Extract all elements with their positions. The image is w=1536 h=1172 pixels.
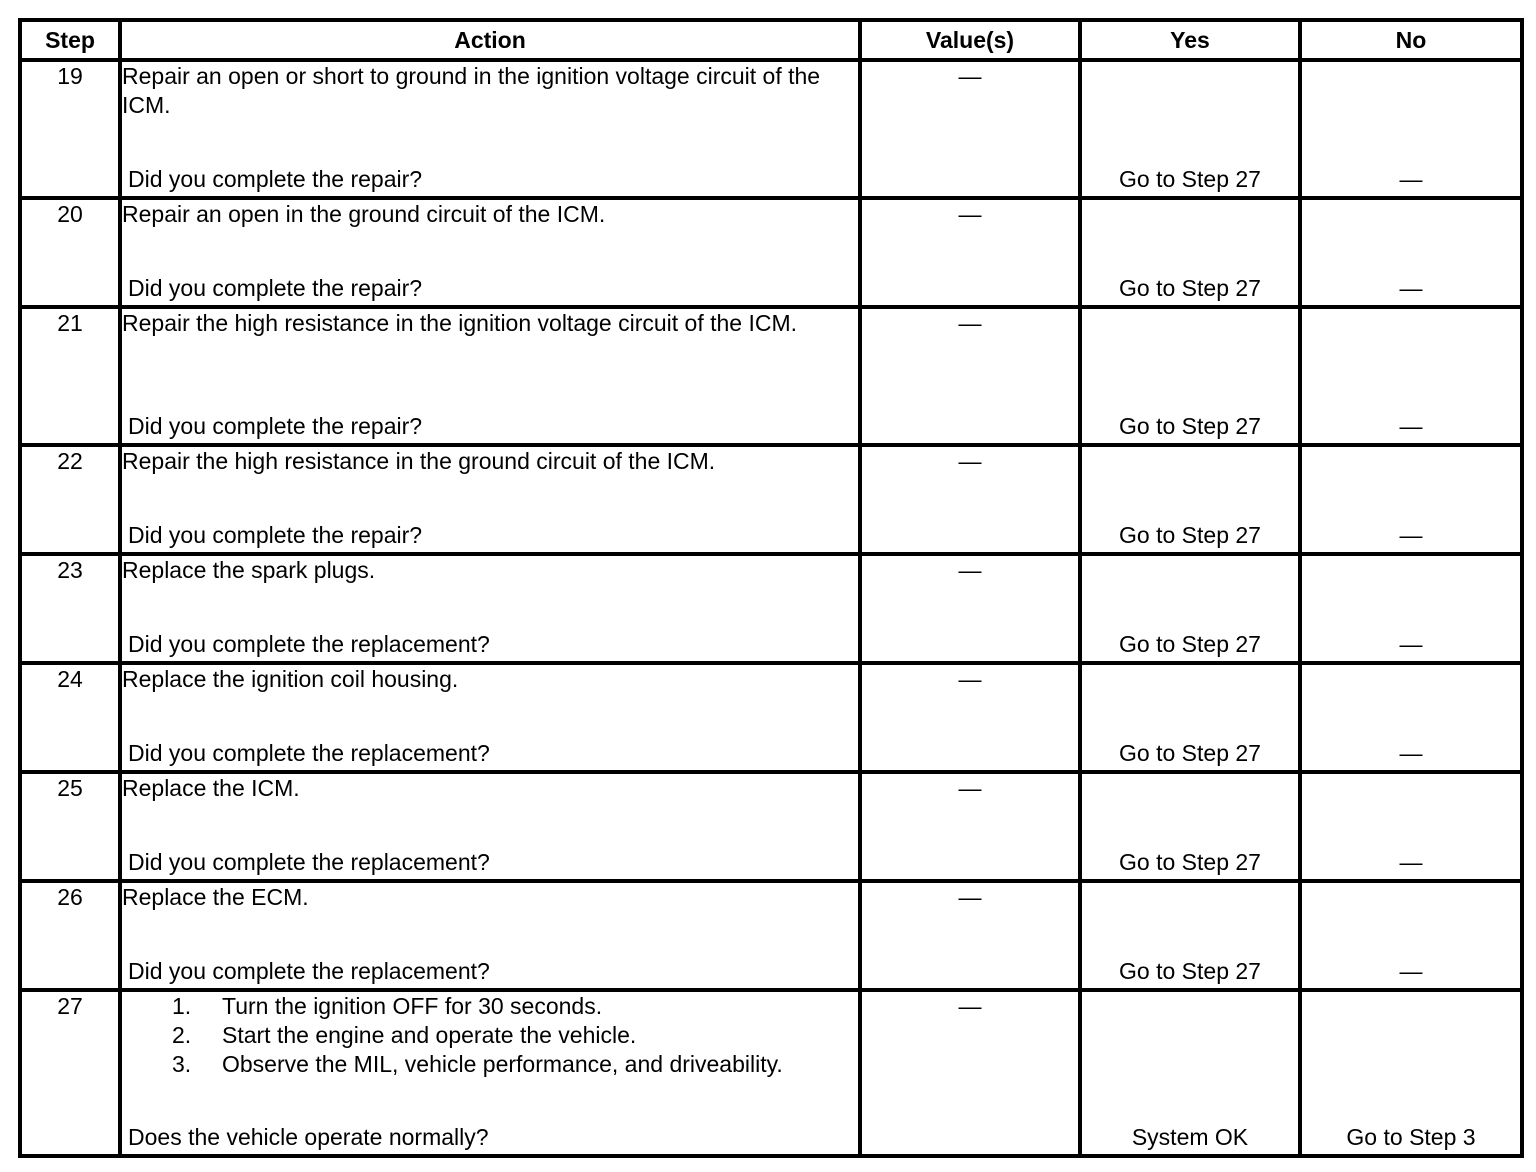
no-result: — xyxy=(1399,166,1423,192)
action-question: Did you complete the repair? xyxy=(128,522,423,548)
header-action: Action xyxy=(120,20,860,60)
value-cell: — xyxy=(860,554,1080,663)
step-number: 19 xyxy=(20,60,120,198)
action-cell xyxy=(120,445,860,554)
yes-cell xyxy=(1080,990,1300,1156)
no-result: — xyxy=(1399,740,1423,766)
step-number: 26 xyxy=(20,881,120,990)
no-result: — xyxy=(1399,275,1423,301)
value-cell: — xyxy=(860,60,1080,198)
step-number: 21 xyxy=(20,307,120,445)
table-row xyxy=(20,990,1522,1156)
yes-cell xyxy=(1080,198,1300,307)
action-question: Did you complete the repair? xyxy=(128,275,423,301)
action-text: Replace the ECM. xyxy=(122,884,309,910)
table-row xyxy=(20,60,1522,198)
yes-result: Go to Step 27 xyxy=(1119,413,1261,439)
yes-result: Go to Step 27 xyxy=(1119,166,1261,192)
no-result: — xyxy=(1399,522,1423,548)
yes-cell xyxy=(1080,772,1300,881)
value-cell: — xyxy=(860,307,1080,445)
action-question: Did you complete the replacement? xyxy=(128,849,490,875)
yes-cell xyxy=(1080,554,1300,663)
yes-cell xyxy=(1080,60,1300,198)
action-cell xyxy=(120,881,860,990)
yes-result: System OK xyxy=(1131,1124,1249,1150)
step-number: 25 xyxy=(20,772,120,881)
value-cell: — xyxy=(860,445,1080,554)
no-cell xyxy=(1300,881,1522,990)
no-cell xyxy=(1300,554,1522,663)
action-question: Did you complete the replacement? xyxy=(128,958,490,984)
yes-result: Go to Step 27 xyxy=(1119,958,1261,984)
no-result: — xyxy=(1399,849,1423,875)
yes-result: Go to Step 27 xyxy=(1119,740,1261,766)
step-number: 27 xyxy=(20,990,120,1156)
action-text: Replace the ignition coil housing. xyxy=(122,666,459,692)
yes-cell xyxy=(1080,663,1300,772)
header-step: Step xyxy=(20,20,120,60)
action-cell xyxy=(120,772,860,881)
no-cell xyxy=(1300,663,1522,772)
action-question: Did you complete the repair? xyxy=(128,166,423,192)
action-cell xyxy=(120,307,860,445)
action-cell xyxy=(120,198,860,307)
diagnostic-table xyxy=(18,18,1524,1158)
yes-result: Go to Step 27 xyxy=(1119,849,1261,875)
step-number: 22 xyxy=(20,445,120,554)
no-result: — xyxy=(1399,958,1423,984)
table-row xyxy=(20,307,1522,445)
table-row xyxy=(20,445,1522,554)
no-cell xyxy=(1300,198,1522,307)
yes-cell xyxy=(1080,445,1300,554)
yes-cell xyxy=(1080,307,1300,445)
list-item: 1. Turn the ignition OFF for 30 seconds. xyxy=(172,993,603,1019)
no-cell xyxy=(1300,772,1522,881)
yes-cell xyxy=(1080,881,1300,990)
header-yes: Yes xyxy=(1080,20,1300,60)
no-cell xyxy=(1300,60,1522,198)
action-cell xyxy=(120,663,860,772)
no-result: Go to Step 3 xyxy=(1346,1124,1476,1150)
step-number: 20 xyxy=(20,198,120,307)
yes-result: Go to Step 27 xyxy=(1119,522,1261,548)
action-text: Replace the ICM. xyxy=(122,775,300,801)
yes-result: Go to Step 27 xyxy=(1119,631,1261,657)
value-cell: — xyxy=(860,881,1080,990)
action-question: Did you complete the repair? xyxy=(128,413,423,439)
step-number: 24 xyxy=(20,663,120,772)
action-question: Did you complete the replacement? xyxy=(128,631,490,657)
procedure-list xyxy=(122,992,858,1079)
table-row xyxy=(20,554,1522,663)
header-values: Value(s) xyxy=(860,20,1080,60)
no-cell xyxy=(1300,445,1522,554)
table-row xyxy=(20,881,1522,990)
action-text: Repair the high resistance in the ground circuit of the ICM. xyxy=(122,448,716,474)
action-text: Repair an open in the ground circuit of the ICM. xyxy=(122,201,606,227)
table-row xyxy=(20,772,1522,881)
value-cell: — xyxy=(860,198,1080,307)
action-cell xyxy=(120,554,860,663)
yes-result: Go to Step 27 xyxy=(1119,275,1261,301)
action-question: Does the vehicle operate normally? xyxy=(128,1124,489,1150)
value-cell: — xyxy=(860,990,1080,1156)
value-cell: — xyxy=(860,772,1080,881)
table-row xyxy=(20,198,1522,307)
action-cell xyxy=(120,990,860,1156)
header-no: No xyxy=(1300,20,1522,60)
no-cell xyxy=(1300,307,1522,445)
step-number: 23 xyxy=(20,554,120,663)
action-question: Did you complete the replacement? xyxy=(128,740,490,766)
action-text: Repair the high resistance in the ignition voltage circuit of the ICM. xyxy=(122,310,798,336)
list-item: 3. Observe the MIL, vehicle performance, and driveability. xyxy=(172,1051,783,1077)
list-item: 2. Start the engine and operate the vehicle. xyxy=(172,1022,637,1048)
table-row xyxy=(20,663,1522,772)
header-row xyxy=(20,20,1522,60)
no-result: — xyxy=(1399,413,1423,439)
no-cell xyxy=(1300,990,1522,1156)
action-cell xyxy=(120,60,860,198)
value-cell: — xyxy=(860,663,1080,772)
action-text: Replace the spark plugs. xyxy=(122,557,376,583)
action-text: Repair an open or short to ground in the ignition voltage circuit of the ICM. xyxy=(122,63,821,118)
no-result: — xyxy=(1399,631,1423,657)
